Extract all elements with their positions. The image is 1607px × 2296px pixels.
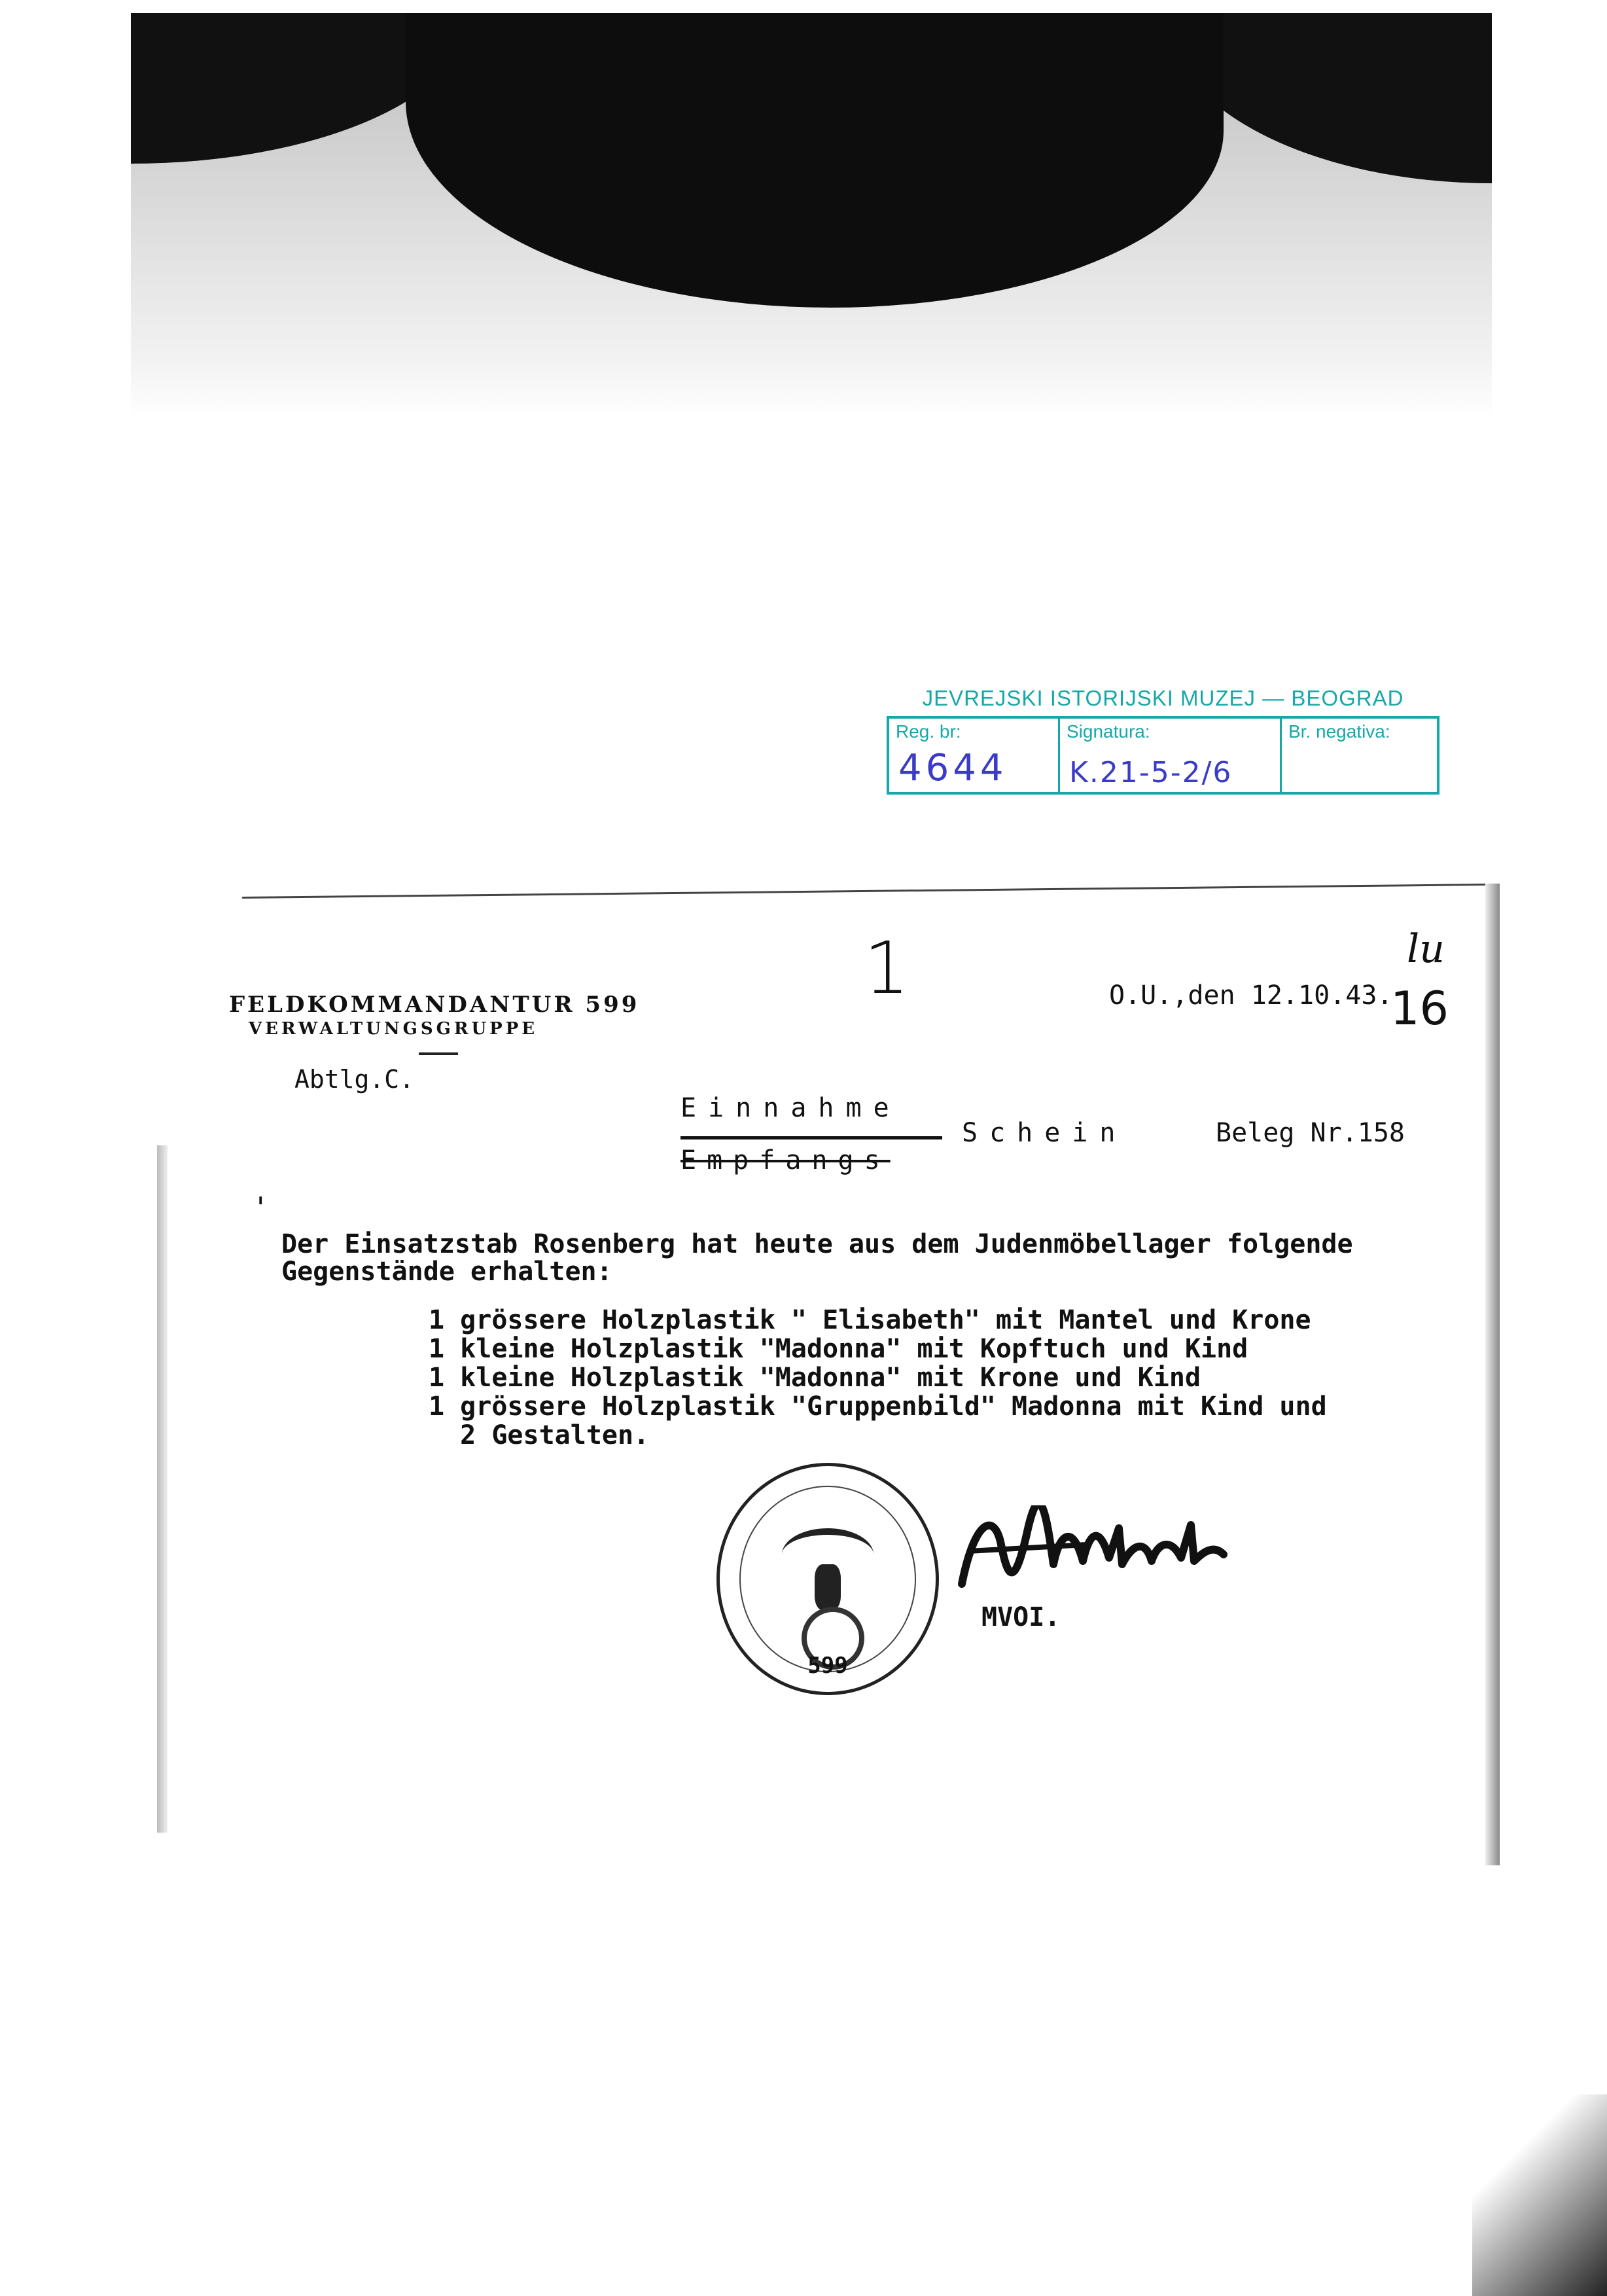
museum-stamp xyxy=(887,686,1439,795)
reg-value: 4644 xyxy=(898,747,1008,789)
scan-edge-right xyxy=(1485,884,1500,1865)
receipt-type: Einnahme xyxy=(680,1093,901,1123)
list-item: 2 Gestalten. xyxy=(429,1420,650,1450)
department: Abtlg.C. xyxy=(294,1065,415,1094)
signatura-cell xyxy=(1060,719,1282,792)
list-item: 1 grössere Holzplastik " Elisabeth" mit Mantel und Krone xyxy=(429,1305,1311,1335)
receipt-word: Schein xyxy=(962,1118,1127,1148)
item-list xyxy=(429,1306,1327,1450)
issuer-name: FELDKOMMANDANTUR 599 xyxy=(229,992,640,1018)
list-item: 1 grössere Holzplastik "Gruppenbild" Madonna mit Kind und xyxy=(429,1391,1327,1422)
negativ-cell xyxy=(1282,719,1437,792)
header-divider xyxy=(419,1052,458,1055)
body-intro: Der Einsatzstab Rosenberg hat heute aus dem Judenmöbellager folgende Gegenstände erhalten: xyxy=(281,1229,1353,1287)
handwritten-page-number: 1 xyxy=(864,926,909,1010)
reg-cell xyxy=(889,719,1060,792)
signatura-label: Signatura: xyxy=(1067,721,1150,742)
signatory-title: MVOI. xyxy=(981,1602,1061,1632)
date-annotation: 16 xyxy=(1390,982,1449,1035)
seal-number: 599 xyxy=(807,1653,848,1679)
voucher-number: Beleg Nr.158 xyxy=(1216,1118,1405,1148)
page-fold-line xyxy=(242,884,1485,899)
scan-corner xyxy=(1472,2094,1607,2296)
list-item: 1 kleine Holzplastik "Madonna" mit Kopftuch und Kind xyxy=(429,1334,1248,1364)
negativ-label: Br. negativa: xyxy=(1288,721,1390,742)
eagle-body-icon xyxy=(815,1564,841,1610)
signatura-value: K.21-5-2/6 xyxy=(1069,756,1233,789)
handwritten-mark: lu xyxy=(1407,926,1445,972)
official-seal xyxy=(716,1463,939,1695)
margin-tick: ' xyxy=(252,1191,270,1225)
struck-alternative: Empfangs xyxy=(680,1145,891,1175)
reg-label: Reg. br: xyxy=(896,721,961,742)
issuer-division: VERWALTUNGSGRUPPE xyxy=(249,1019,539,1039)
museum-name: JEVREJSKI ISTORIJSKI MUZEJ — BEOGRAD xyxy=(922,686,1404,710)
document-date: O.U.,den 12.10.43. xyxy=(1109,980,1393,1011)
scan-edge-left xyxy=(157,1145,168,1833)
title-rule xyxy=(680,1136,942,1139)
handwritten-signature xyxy=(955,1505,1230,1597)
museum-register-box xyxy=(887,716,1439,795)
list-item: 1 kleine Holzplastik "Madonna" mit Krone und Kind xyxy=(429,1363,1201,1393)
